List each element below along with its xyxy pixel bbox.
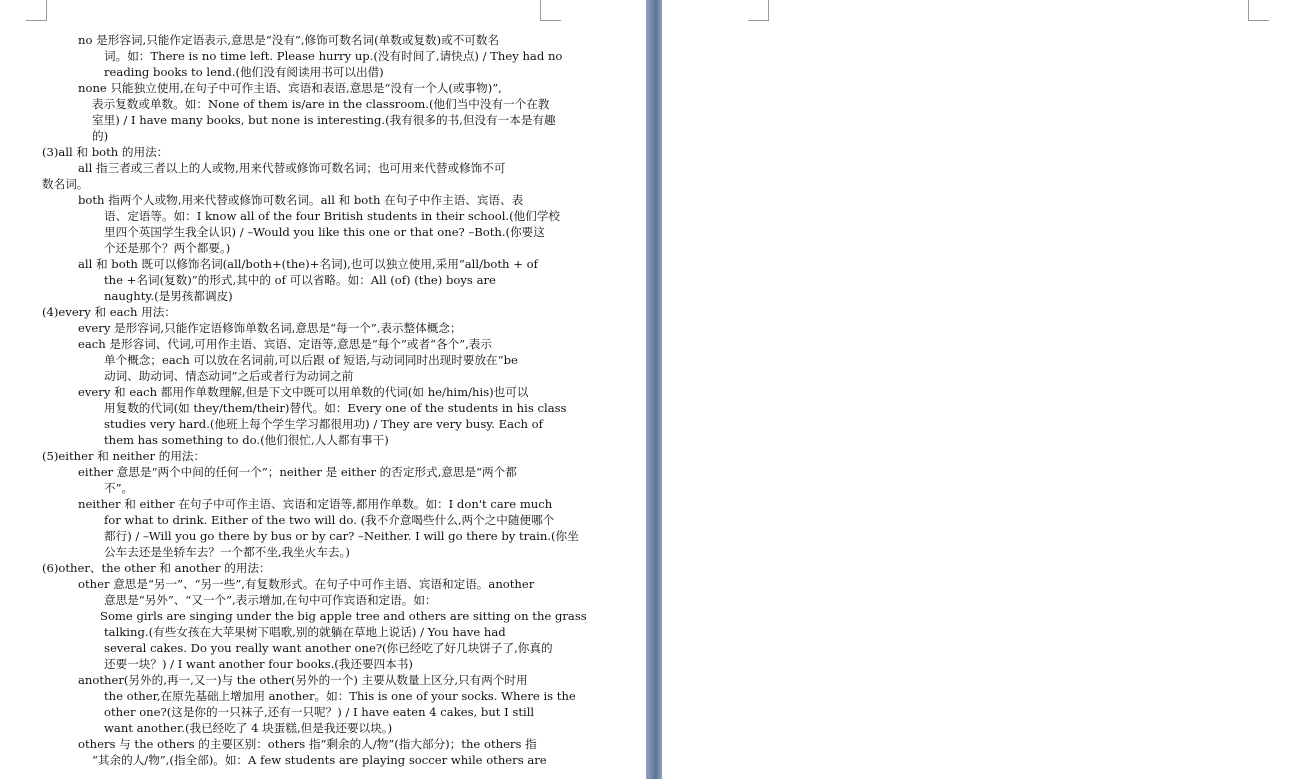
text-line: 语、定语等。如：I know all of the four British students in their school.(他们学校 bbox=[104, 209, 561, 223]
text-line: want another.(我已经吃了 4 块蛋糕,但是我还要以块。) bbox=[104, 721, 393, 735]
right-document-page bbox=[662, 0, 1291, 779]
crop-mark-top-right bbox=[540, 0, 561, 21]
text-line: other one?(这是你的一只袜子,还有一只呢？) / I have eaten 4 cakes, but I still bbox=[104, 705, 535, 719]
text-line: 动词、助动词、情态动词”之后或者行为动词之前 bbox=[104, 369, 354, 383]
text-line: (6)other、the other 和 another 的用法： bbox=[42, 561, 271, 575]
text-line: other 意思是“另一”、“另一些”,有复数形式。在句子中可作主语、宾语和定语。another bbox=[78, 577, 535, 591]
text-line: 个还是那个？两个都要。) bbox=[104, 241, 231, 255]
text-line: (5)either 和 neither 的用法： bbox=[42, 449, 206, 463]
text-line: (4)every 和 each 用法： bbox=[42, 305, 176, 319]
text-line: each 是形容词、代词,可用作主语、宾语、定语等,意思是“每个”或者“各个”,表示 bbox=[78, 337, 492, 351]
text-line: (3)all 和 both 的用法： bbox=[42, 145, 169, 159]
text-line: neither 和 either 在句子中可作主语、宾语和定语等,都用作单数。如：I don't care much bbox=[78, 497, 553, 511]
text-line: Some girls are singing under the big apple tree and others are sitting on the grass bbox=[100, 609, 587, 623]
text-line: 表示复数或单数。如：None of them is/are in the classroom.(他们当中没有一个在教 bbox=[92, 97, 550, 111]
text-line: studies very hard.(他班上每个学生学习都很用功) / They are very busy. Each of bbox=[104, 417, 543, 431]
text-line: another(另外的,再一,又一)与 the other(另外的一个) 主要从数量上区分,只有两个时用 bbox=[78, 673, 528, 687]
text-line: 词。如：There is no time left. Please hurry up.(没有时间了,请快点) / They had no bbox=[104, 49, 563, 63]
text-line: reading books to lend.(他们没有阅读用书可以出借) bbox=[104, 65, 384, 79]
text-line: 不”。 bbox=[104, 481, 134, 495]
text-line: either 意思是“两个中间的任何一个”；neither 是 either 的否定形式,意思是“两个都 bbox=[78, 465, 517, 479]
text-line: 里四个英国学生我全认识) / –Would you like this one or that one? –Both.(你要这 bbox=[104, 225, 545, 239]
text-line: all 和 both 既可以修饰名词(all/both+(the)+名词),也可以独立使用,采用“all/both + of bbox=[78, 257, 538, 271]
text-line: the +名词(复数)”的形式,其中的 of 可以省略。如：All (of) (the) boys are bbox=[104, 273, 496, 287]
text-line: every 和 each 都用作单数理解,但是下文中既可以用单数的代词(如 he/him/his)也可以 bbox=[78, 385, 529, 399]
text-line: 数名词。 bbox=[42, 177, 89, 191]
text-line: naughty.(是男孩都调皮) bbox=[104, 289, 233, 303]
text-line: others 与 the others 的主要区别：others 指“剩余的人/物”(指大部分)；the others 指 bbox=[78, 737, 537, 751]
text-line: them has something to do.(他们很忙,人人都有事干) bbox=[104, 433, 389, 447]
crop-mark-top-left bbox=[748, 0, 769, 21]
text-line: several cakes. Do you really want another one?(你已经吃了好几块饼子了,你真的 bbox=[104, 641, 553, 655]
text-line: 室里) / I have many books, but none is interesting.(我有很多的书,但没有一本是有趣 bbox=[92, 113, 556, 127]
text-line: the other,在原先基础上增加用 another。如：This is one of your socks. Where is the bbox=[104, 689, 576, 703]
text-line: 还要一块？) / I want another four books.(我还要四本书) bbox=[104, 657, 413, 671]
crop-mark-top-left bbox=[26, 0, 47, 21]
text-line: every 是形容词,只能作定语修饰单数名词,意思是“每一个”,表示整体概念； bbox=[78, 321, 462, 335]
text-line: 的) bbox=[92, 129, 109, 143]
text-line: 都行) / –Will you go there by bus or by car? –Neither. I will go there by train.(你坐 bbox=[104, 529, 579, 543]
text-line: 意思是“另外”、“又一个”,表示增加,在句中可作宾语和定语。如： bbox=[104, 593, 437, 607]
text-line: “其余的人/物”,(指全部)。如：A few students are playing soccer while others are bbox=[92, 753, 547, 767]
page-gap-divider bbox=[646, 0, 662, 779]
text-line: no 是形容词,只能作定语表示,意思是“没有”,修饰可数名词(单数或复数)或不可数名 bbox=[78, 33, 500, 47]
text-line: 用复数的代词(如 they/them/their)替代。如：Every one of the students in his class bbox=[104, 401, 567, 415]
text-line: 公车去还是坐轿车去？一个都不坐,我坐火车去。) bbox=[104, 545, 350, 559]
text-line: both 指两个人或物,用来代替或修饰可数名词。all 和 both 在句子中作主语、宾语、表 bbox=[78, 193, 524, 207]
text-line: for what to drink. Either of the two will do. (我不介意喝些什么,两个之中随便哪个 bbox=[104, 513, 555, 527]
text-line: all 指三者或三者以上的人或物,用来代替或修饰可数名词；也可用来代替或修饰不可 bbox=[78, 161, 506, 175]
text-line: talking.(有些女孩在大苹果树下唱歌,别的就躺在草地上说话) / You have had bbox=[104, 625, 506, 639]
text-line: none 只能独立使用,在句子中可作主语、宾语和表语,意思是“没有一个人(或事物)”, bbox=[78, 81, 502, 95]
crop-mark-top-right bbox=[1248, 0, 1269, 21]
text-line: 单个概念；each 可以放在名词前,可以后跟 of 短语,与动词同时出现时要放在“be bbox=[104, 353, 518, 367]
